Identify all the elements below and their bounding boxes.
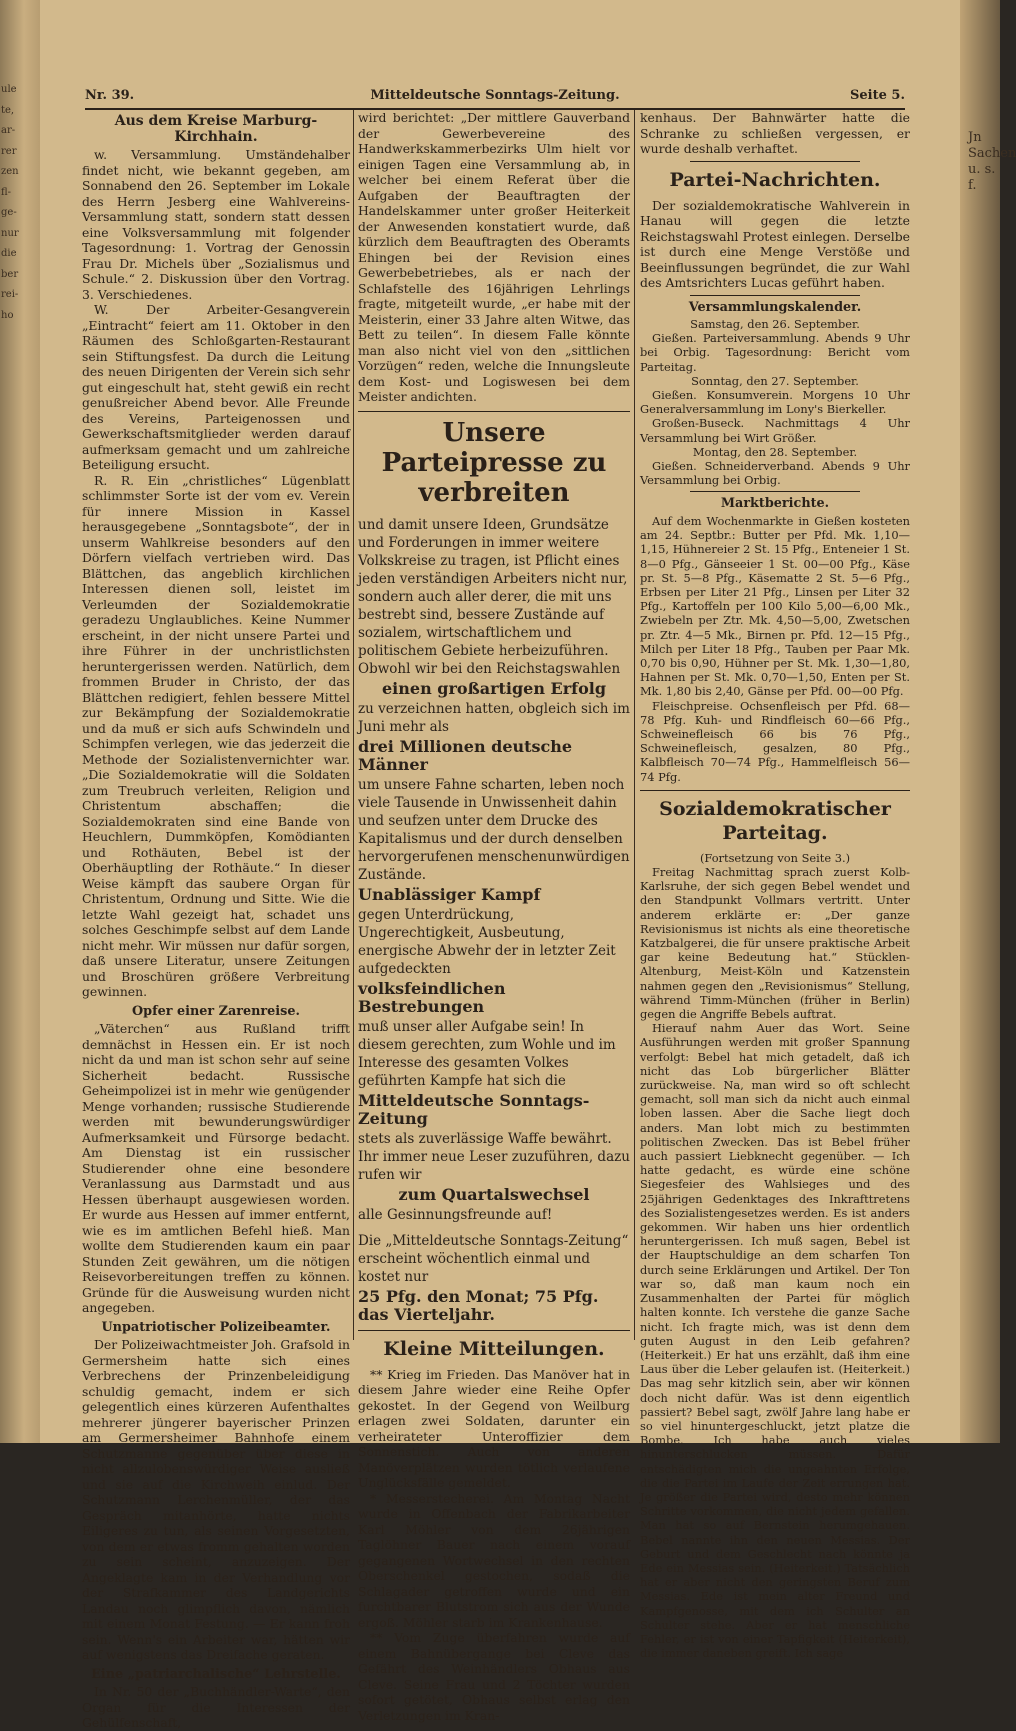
divider	[640, 790, 910, 791]
margin-fragment: rer	[1, 145, 17, 157]
article-title-polizeibeamter: Unpatriotischer Polizeibeamter.	[101, 1319, 331, 1335]
divider	[358, 411, 630, 412]
article-paragraph: kenhaus. Der Bahnwärter hatte die Schranke zu schließen vergessen, er wurde deshalb verhaftet.	[640, 110, 910, 156]
divider	[690, 295, 860, 296]
margin-fragment: ho	[1, 309, 14, 321]
section-title-parteitag: Sozialdemokratischer Parteitag.	[659, 797, 891, 844]
margin-fragment: fl-	[1, 186, 12, 198]
section-title-markt: Marktberichte.	[720, 496, 830, 512]
market-report: Auf dem Wochenmarkte in Gießen kosteten am 24. Septbr.: Butter per Pfd. Mk. 1,10—1,15, Hühnereier 2 St. 15 Pfg., Enteneier 1 St. 8—0 Pfg., Gänseeier 1 St. 00—00 Pfg., Käse pr. St. 5—8 Pfg., Käsematte 2 St. 5—6 Pfg., Erbsen per Liter 21 Pfg., Linsen per Liter 32 Pfg., Kartoffeln per 100 Kilo 5,00—6,00 Mk., Zwiebeln per Ztr. Mk. 4,50—5,00, Zwetschen pr. Ztr. 4—5 Mk., Birnen pr. Pfd. 12—15 Pfg., Milch per Liter 18 Pfg., Tauben per Paar Mk. 0,70 bis 0,90, Hühner per St. Mk. 1,30—1,80, Hahnen per St. Mk. 0,70—1,50, Enten per St. Mk. 1,80 bis 2,40, Gänse per Pfd. 00—00 Pfg.	[640, 513, 910, 699]
article-paragraph: w. Versammlung. Umständehalber findet nicht, wie bekannt gegeben, am Sonnabend den 26. September im Lokale des Herrn Jesberg eine Wahlvereins-Versammlung statt, sondern statt dessen eine Volksversammlung mit folgender Tagesordnung: 1. Vortrag der Genossin Frau Dr. Michels über „Sozialismus und Schule.“ 2. Diskussion über den Vortrag. 3. Verschiedenes.	[82, 147, 350, 302]
margin-fragment: ule	[1, 84, 17, 95]
ad-price: 25 Pfg. den Monat; 75 Pfg. das Vierteljahr.	[358, 1286, 599, 1324]
divider	[690, 491, 860, 492]
news-item: ** Vom Zuge überfahren wurde auf einem Bahnübergange bei Cleve das Gefährt des Weinhändlers Obhaus aus Cleve. Seine Frau und 2 Töchter wurden sofort getötet, Obhaus selbst erlag den Verletzungen im Kran-	[358, 1630, 630, 1723]
ad-emphasis: Unablässiger Kampf	[358, 884, 541, 904]
ad-emphasis: volksfeindlichen Bestrebungen	[358, 978, 506, 1016]
margin-fragment: ber	[1, 268, 19, 280]
calendar-date: Samstag, den 26. September.	[690, 317, 860, 331]
column-1	[82, 110, 350, 1730]
calendar-entry: Gießen. Parteiversammlung. Abends 9 Uhr bei Orbig. Tagesordnung: Bericht vom Parteitag.	[640, 331, 910, 374]
ad-text: alle Gesinnungsfreunde auf!	[358, 1206, 553, 1223]
page-number: Seite 5.	[850, 88, 905, 103]
article-paragraph: In Nr. 50 der „Buchhändler-Warte“, den Organ für die Interessen der Gehülfenschaft,	[82, 1684, 350, 1730]
ad-text: zu verzeichnen hatten, obgleich sich im Juni mehr als	[358, 700, 630, 735]
section-title-kalender: Versammlungskalender.	[688, 299, 862, 315]
section-title-partei: Partei-Nachrichten.	[669, 168, 881, 191]
article-title-zarenreise: Opfer einer Zarenreise.	[132, 1003, 300, 1019]
ad-text: und damit unsere Ideen, Grundsätze und Forderungen in immer weitere Volkskreise zu tragen, ist Pflicht eines jeden verständigen Arbeiters nicht nur, sondern auch aller derer, die mit uns bestrebt sind, bessere Zustände auf sozialem, wirtschaftlichem und politischem Gebiete herbeizuführen. Obwohl wir bei den Reichstagswahlen	[358, 516, 628, 677]
continuation-note: (Fortsetzung von Seite 3.)	[699, 850, 851, 865]
issue-number: Nr. 39.	[85, 88, 135, 103]
calendar-entry: Gießen. Konsumverein. Morgens 10 Uhr Generalversammlung im Lony's Bierkeller.	[640, 388, 910, 417]
margin-fragment: nur	[1, 227, 19, 239]
divider	[690, 161, 860, 162]
column-3	[640, 110, 910, 1661]
column-rule	[353, 110, 354, 1340]
news-item: * Messerstecherei. Am Montag Nacht wurde in Offenbach der Fabrikarbeiter Karl Möhler von dem 26jährigen Taglöhner Bauer nach einem vorauf gegangenen Wortwechsel in den rechten Oberschenkel gestochen, sodaß die Schlagader getroffen wurde und ein furchtbarer Blutstrom sich aus der Wunde ergoß. Möhler starb im Krankenhause.	[358, 1490, 630, 1630]
article-paragraph: wird berichtet: „Der mittlere Gauverband der Gewerbevereine des Handwerkskammerbezirks Ulm hielt vor einigen Tagen eine Versammlung ab, in welcher bei einem Referat über die Aufgaben der Beauftragten der Handelskammer unter großer Heiterkeit der Anwesenden konstatiert wurde, daß kürzlich dem Beauftragten des Oberamts Ehingen bei der Revision eines Gewerbebetriebes, als er nach der Schlafstelle des 16jährigen Lehrlings fragte, mitgeteilt wurde, „er habe mit der Meisterin, einer 33 Jahre alten Witwe, das Bett zu teilen“. In diesem Falle könnte man also nicht viel von den „sittlichen Vorzügen“ reden, welche die Innungsleute dem Kost- und Logiswesen bei dem Meister andichten.	[358, 110, 630, 404]
margin-fragment: rei-	[1, 289, 19, 300]
article-paragraph: Der sozialdemokratische Wahlverein in Hanau will gegen die letzte Reichstagswahl Protest einlegen. Derselbe ist durch eine Menge Verstöße und Beeinflussungen begründet, die zur Wahl des Amtsrichters Lucas geführt haben.	[640, 197, 910, 290]
ad-emphasis: Mitteldeutsche Sonntags-Zeitung	[358, 1090, 590, 1128]
section-title-kleine: Kleine Mitteilungen.	[383, 1337, 605, 1360]
margin-fragment: zen	[1, 166, 19, 177]
advertisement-title: Unsere Parteipresse zu verbreiten	[381, 417, 607, 508]
ad-text: muß unser aller Aufgabe sein! In diesem gerechten, zum Wohle und im Interesse des gesamten Volkes geführten Kampfe hat sich die	[358, 1018, 616, 1089]
page-header	[85, 86, 905, 110]
ad-text: gegen Unterdrückung, Ungerechtigkeit, Ausbeutung, energische Abwehr der in letzter Zeit aufgedeckten	[358, 906, 616, 977]
margin-fragment: die	[1, 248, 17, 259]
ad-text: Die „Mitteldeutsche Sonntags-Zeitung“ erscheint wöchentlich einmal und kostet nur	[358, 1232, 629, 1285]
margin-fragment: te,	[1, 104, 15, 116]
ad-emphasis: einen großartigen Erfolg	[382, 678, 606, 698]
article-paragraph: W. Der Arbeiter-Gesangverein „Eintracht“ feiert am 11. Oktober in den Räumen des Schloßgarten-Restaurant sein Stiftungsfest. Da durch die Leitung des neuen Dirigenten der Verein sich sehr gut eingeschult hat, steht gewiß ein recht genußreicher Abend bevor. Alle Freunde des Vereins, Parteigenossen und Gewerkschaftsmitglieder werden darauf aufmerksam gemacht und um zahlreiche Beteiligung ersucht.	[82, 302, 350, 472]
section-title-kreis: Aus dem Kreise Marburg-Kirchhain.	[114, 113, 318, 145]
ad-emphasis: zum Quartalswechsel	[398, 1184, 590, 1204]
calendar-date: Montag, den 28. September.	[692, 444, 858, 459]
article-paragraph: Freitag Nachmittag sprach zuerst Kolb-Karlsruhe, der sich gegen Bebel wendet und den Standpunkt Vollmars vertritt. Unter anderem erklärte er: „Der ganze Revisionismus ist nichts als eine theoretische Katzbalgerei, die für unsere praktische Arbeit gar keine Bedeutung hat.“ Stücklen-Altenburg, Meist-Köln und Katzenstein nahmen gegen den „Revisionismus“ Stellung, während Timm-München (früher in Berlin) gegen die Angriffe Bebels auftrat.	[640, 865, 910, 1022]
newspaper-title: Mitteldeutsche Sonntags-Zeitung.	[370, 88, 620, 103]
subscription-advertisement	[358, 516, 630, 1324]
left-margin-fragments	[1, 80, 27, 326]
margin-fragment: ge-	[1, 207, 17, 218]
right-page-edge	[960, 0, 1016, 1443]
ad-emphasis: drei Millionen deutsche Männer	[358, 736, 573, 774]
article-paragraph: „Väterchen“ aus Rußland trifft demnächst in Hessen ein. Er ist noch nicht da und man ist schon sehr auf seine Sicherheit bedacht. Russische Geheimpolizei ist in mehr wie genügender Menge vorhanden; russische Studierende werden mit bewunderungswürdiger Aufmerksamkeit und Fürsorge bedacht. Am Dienstag ist ein russischer Studierender ohne eine besondere Veranlassung aus Darmstadt und aus Hessen überhaupt ausgewiesen worden. Er wurde aus Hessen auf immer entfernt, wie es im amtlichen Befehl hieß. Man wollte dem Studierenden kaum ein paar Stunden Zeit gewähren, um die nötigen Reisevorbereitungen treffen zu können. Gründe für die Ausweisung wurden nicht angegeben.	[82, 1021, 350, 1315]
column-rule	[634, 110, 635, 1340]
ad-text: stets als zuverlässige Waffe bewährt. Ihr immer neue Leser zuzuführen, dazu rufen wir	[358, 1130, 630, 1183]
margin-fragment: ar-	[1, 125, 16, 136]
news-item: ** Krieg im Frieden. Das Manöver hat in diesem Jahre wieder eine Reihe Opfer gekostet. In der Gegend von Weilburg erlagen zwei Soldaten, darunter ein verheirateter Unteroffizier dem Sonnenstich. Auch von anderen Manöverplätzen wurden tötlich verlaufene Unglücksfälle gemeldet.	[358, 1366, 630, 1490]
right-edge-text: Jn Sachen u. s. f.	[968, 130, 1016, 193]
article-title-lehrstelle: Eine „patriarchalische“ Lehrstelle.	[91, 1666, 341, 1682]
column-2	[358, 110, 630, 1723]
article-paragraph: R. R. Ein „christliches“ Lügenblatt schlimmster Sorte ist der vom ev. Verein für innere Mission in Kassel herausgegebene „Sonntagsbote“, der in unserm Wahlkreise besonders auf den Dörfern vielfach vertrieben wird. Das Blättchen, das angeblich kirchlichen Interessen dienen soll, leistet im Verleumden der Sozialdemokratie geradezu Unglaubliches. Keine Nummer erscheint, in der nicht unsere Partei und ihre Führer in der unchristlichsten heruntergerissen werden. Natürlich, dem frommen Bruder in Christo, der das Blättchen redigiert, fehlen bessere Mittel zur Bekämpfung der Sozialdemokratie und da muß er sich aufs Schwindeln und Schimpfen verlegen, wie das jederzeit die Methode der Sozialistenvernichter war. „Die Sozialdemokratie will die Soldaten zum Treubruch verleiten, Religion und Christentum abschaffen; die Sozialdemokraten sind eine Bande von Heuchlern, Dummköpfen, Komödianten und Rothäuten, Bebel ist der Oberhäuptling der Rothäute.“ In dieser Weise kämpft das saubere Organ für Christentum, Ordnung und Sitte. Wie die letzte Wahl gezeigt hat, schadet uns solches Geschimpfe selbst auf dem Lande nicht mehr. Wir müssen nur dafür sorgen, daß unsere Literatur, unsere Zeitungen und Broschüren größere Verbreitung gewinnen.	[82, 472, 350, 999]
article-paragraph: Der Polizeiwachtmeister Joh. Grafsold in Germersheim hatte sich eines Verbrechens der Prinzenbeleidigung schuldig gemacht, indem er sich gelegentlich eines kürzeren Aufenthaltes mehrerer jüngerer bayerischer Prinzen am Germersheimer Bahnhofe einem Schutzmanne gegenüber über diese in nicht allzulobenswürdiger Weise ausließ und sie auf die Kirchweih einlud. Der Schutzmann Lerchenmüller, der das Gespräch mitanhörte, hatte nichts Eiligeres zu tun, als seinen Vorgesetzten, von dem er etwas fromm gehalten worden zu sein scheint, anzuzeigen. Der Angeklagte kam in der Verhandlung vor der Strafkammer des Landgerichts Landau noch glimpflich davon, nämlich mit einem Monat Festung. — Er kann froh sein. Wenn's ein Arbeiter war, hätten wir auf wenigstens das Dreifache geraten.	[82, 1337, 350, 1662]
calendar-date: Sonntag, den 27. September.	[691, 373, 859, 388]
market-report: Fleischpreise. Ochsenfleisch per Pfd. 68—78 Pfg. Kuh- und Rindfleisch 60—66 Pfg., Schweinefleisch 66 bis 76 Pfg., Schweinefleisch, gesalzen, 80 Pfg., Kalbfleisch 70—74 Pfg., Hammelfleisch 56—74 Pfg.	[640, 698, 910, 784]
article-paragraph: Hierauf nahm Auer das Wort. Seine Ausführungen werden mit großer Spannung verfolgt: Bebel hat mich getadelt, daß ich nicht das Lob bürgerlicher Blätter zurückweise. Na, man wird so oft schlecht gemacht, soll man sich da nicht auch einmal loben lassen. Aber die Sache liegt doch anders. Man lobt mich zu bestimmten politischen Zwecken. Das ist Bebel früher auch passiert Liebknecht gegenüber. — Ich hatte gedacht, es würde eine schöne Siegesfeier des Wahlsieges und des 25jährigen Gedenktages des Inkrafttretens des Sozialistengesetzes werden. Es ist anders gekommen. Wir haben uns hier ordentlich heruntergerissen. Ich muß sagen, Bebel ist der Hauptschuldige an dem scharfen Ton durch seine Erklärungen und Artikel. Der Ton war so, daß man kaum noch ein Zusammenhalten der Partei für möglich halten konnte. Ich verstehe die ganze Sache nicht. Ich fragte mich, was ist denn dem guten August in den Leib gefahren? (Heiterkeit.) Er hat uns erzählt, daß ihm eine Laus über die Leber gelaufen ist. (Heiterkeit.) Das mag sehr kitzlich sein, aber wir können doch nicht dafür. Was ist denn eigentlich passiert? Bebel sagt, zwölf Jahre lang habe er so viel hinuntergeschluckt, jetzt platze die Bombe. Ich habe auch vieles hinunterschlucken müssen. Dafür entschädigten mich die ungeahnten Erfolge, die die Partei im Laufe der Zeit errungen hat. Je größer die Partei wird, desto mehr können Schritte vorkommen, die nicht jedem gefallen. Man hat so auf Bernstein herumgehauen. Bebel nannte ihn den neuen Messias. Der Geburt und dem Geschlecht nach könnte ja Ede ein Messias sein. (Heiterkeit.) Tatsächlich hat er aber nicht den geringsten Beruf zum Messias. Ede ist mein alter Freund und Kampfgenosse, mit dem ich Schulter an Schulter stehe. Aber er hat menschliche Fehler, er ist von einer Tapfigkeit (Heiterkeit), die immer daneben greift. Ich sage	[640, 1021, 910, 1661]
divider	[358, 1330, 630, 1331]
ad-text: um unsere Fahne scharten, leben noch viele Tausende in Unwissenheit dahin und seufzen unter dem Drucke des Kapitalismus und der durch denselben hervorgerufenen menschenunwürdigen Zustände.	[358, 776, 630, 883]
calendar-entry: Großen-Buseck. Nachmittags 4 Uhr Versammlung bei Wirt Größer.	[640, 416, 910, 445]
calendar-entry: Gießen. Schneiderverband. Abends 9 Uhr Versammlung bei Orbig.	[640, 459, 910, 488]
